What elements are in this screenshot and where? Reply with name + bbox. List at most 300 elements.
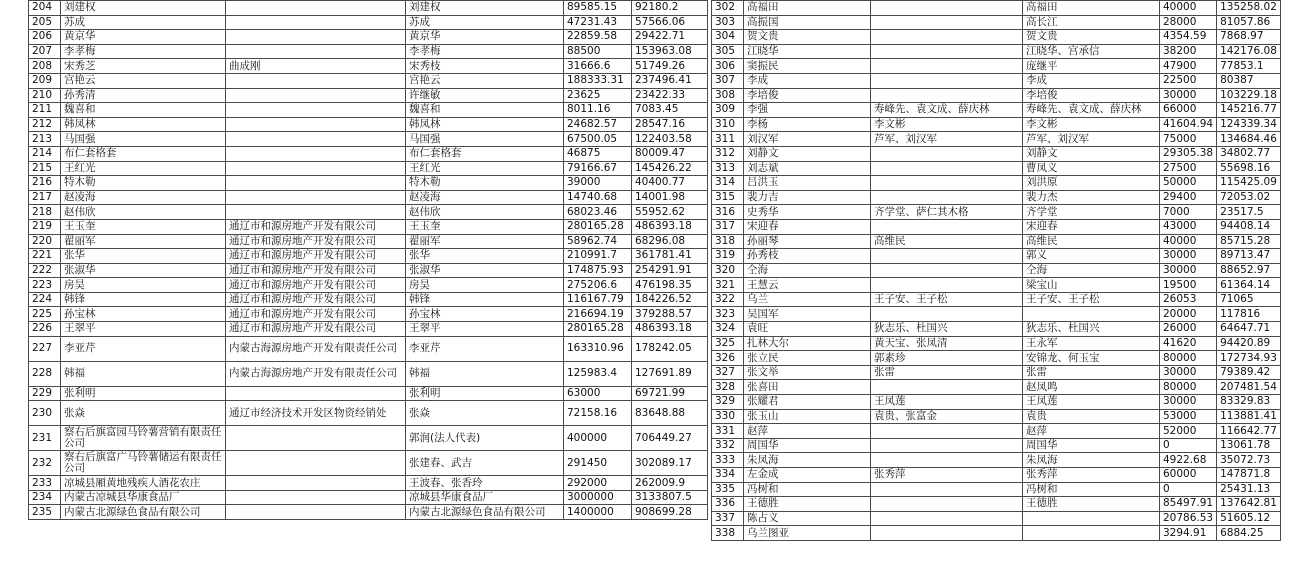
table-row [712, 190, 1281, 205]
row-amount: 188333.31 [564, 73, 632, 88]
row-number: 314 [712, 176, 744, 191]
row-name: 窦振民 [744, 59, 871, 74]
row-amount: 8011.16 [564, 103, 632, 118]
table-row [29, 476, 708, 491]
row-name: 乌兰 [744, 292, 871, 307]
row-organization: 通辽市和源房地产开发有限公司 [226, 249, 406, 264]
row-number: 219 [29, 219, 61, 234]
row-total: 135258.02 [1217, 1, 1281, 16]
row-name: 韩凤林 [61, 117, 226, 132]
row-representative: 高福田 [1023, 1, 1160, 16]
table-row [712, 438, 1281, 453]
row-amount: 280165.28 [564, 219, 632, 234]
row-total: 83329.83 [1217, 395, 1281, 410]
row-amount: 210991.7 [564, 249, 632, 264]
row-number: 214 [29, 146, 61, 161]
row-name: 乌兰图亚 [744, 526, 871, 541]
row-amount: 72158.16 [564, 401, 632, 426]
row-organization: 通辽市和源房地产开发有限公司 [226, 292, 406, 307]
row-total: 55952.62 [632, 205, 708, 220]
row-total: 80387 [1217, 73, 1281, 88]
row-number: 207 [29, 44, 61, 59]
row-organization [871, 59, 1023, 74]
row-total: 153963.08 [632, 44, 708, 59]
row-amount: 3294.91 [1160, 526, 1217, 541]
table-row [29, 490, 708, 505]
row-amount: 29400 [1160, 190, 1217, 205]
table-row [712, 59, 1281, 74]
row-name: 朱凤海 [744, 453, 871, 468]
row-organization: 通辽市和源房地产开发有限公司 [226, 307, 406, 322]
table-row [29, 146, 708, 161]
row-name: 王德胜 [744, 497, 871, 512]
row-name: 张玉山 [744, 409, 871, 424]
row-organization [871, 249, 1023, 264]
row-representative: 李文彬 [1023, 117, 1160, 132]
row-amount: 1400000 [564, 505, 632, 520]
table-row [712, 424, 1281, 439]
row-amount: 280165.28 [564, 322, 632, 337]
row-amount: 291450 [564, 451, 632, 476]
row-number: 315 [712, 190, 744, 205]
row-representative: 裴力杰 [1023, 190, 1160, 205]
row-total: 80009.47 [632, 146, 708, 161]
row-representative: 江晓华、宫承信 [1023, 44, 1160, 59]
row-organization: 通辽市和源房地产开发有限公司 [226, 234, 406, 249]
row-organization [226, 30, 406, 45]
table-row [712, 219, 1281, 234]
row-amount: 60000 [1160, 468, 1217, 483]
table-row [29, 190, 708, 205]
row-name: 察右后旗富广马铃薯储运有限责任公司 [61, 451, 226, 476]
row-name: 王玉奎 [61, 219, 226, 234]
row-total: 23517.5 [1217, 205, 1281, 220]
row-organization: 通辽市和源房地产开发有限公司 [226, 322, 406, 337]
row-name: 李强 [744, 103, 871, 118]
row-representative: 王波春、张香玲 [406, 476, 564, 491]
row-name: 内蒙古凉城县华康食品厂 [61, 490, 226, 505]
row-representative: 房昊 [406, 278, 564, 293]
row-name: 刘静文 [744, 146, 871, 161]
row-name: 张耀君 [744, 395, 871, 410]
row-organization [871, 190, 1023, 205]
row-total: 34802.77 [1217, 146, 1281, 161]
row-amount: 4922.68 [1160, 453, 1217, 468]
row-representative: 周国华 [1023, 438, 1160, 453]
row-name: 孙秀清 [61, 88, 226, 103]
row-amount: 174875.93 [564, 263, 632, 278]
row-organization [226, 190, 406, 205]
row-organization [226, 426, 406, 451]
table-row [29, 15, 708, 30]
row-organization [226, 15, 406, 30]
row-representative: 王翠平 [406, 322, 564, 337]
row-amount: 75000 [1160, 132, 1217, 147]
row-total: 184226.52 [632, 292, 708, 307]
row-number: 332 [712, 438, 744, 453]
row-organization [226, 132, 406, 147]
row-organization: 张秀萍 [871, 468, 1023, 483]
row-amount: 63000 [564, 386, 632, 401]
row-name: 宫艳云 [61, 73, 226, 88]
row-amount: 163310.96 [564, 336, 632, 361]
row-total: 77853.1 [1217, 59, 1281, 74]
table-row [712, 117, 1281, 132]
row-total: 706449.27 [632, 426, 708, 451]
row-name: 房昊 [61, 278, 226, 293]
row-total: 103229.18 [1217, 88, 1281, 103]
row-organization [226, 146, 406, 161]
row-representative: 王德胜 [1023, 497, 1160, 512]
row-number: 302 [712, 1, 744, 16]
table-row [29, 234, 708, 249]
row-total: 94408.14 [1217, 219, 1281, 234]
table-row [29, 73, 708, 88]
row-number: 309 [712, 103, 744, 118]
row-name: 高福田 [744, 1, 871, 16]
row-representative: 贺文贵 [1023, 30, 1160, 45]
table-row [712, 161, 1281, 176]
row-organization [871, 161, 1023, 176]
row-amount: 292000 [564, 476, 632, 491]
row-amount: 80000 [1160, 351, 1217, 366]
row-representative: 王玉奎 [406, 219, 564, 234]
row-name: 王红光 [61, 161, 226, 176]
table-row [29, 30, 708, 45]
row-number: 335 [712, 482, 744, 497]
table-row [712, 322, 1281, 337]
row-total: 124339.34 [1217, 117, 1281, 132]
row-amount: 30000 [1160, 263, 1217, 278]
row-total: 6884.25 [1217, 526, 1281, 541]
row-name: 张文举 [744, 365, 871, 380]
row-name: 苏成 [61, 15, 226, 30]
row-total: 113881.41 [1217, 409, 1281, 424]
row-name: 吕洪玉 [744, 176, 871, 191]
row-amount: 41604.94 [1160, 117, 1217, 132]
row-number: 223 [29, 278, 61, 293]
row-amount: 67500.05 [564, 132, 632, 147]
row-total: 486393.18 [632, 322, 708, 337]
table-row [712, 88, 1281, 103]
row-name: 李培俊 [744, 88, 871, 103]
row-representative: 宫艳云 [406, 73, 564, 88]
row-amount: 43000 [1160, 219, 1217, 234]
row-organization: 通辽市和源房地产开发有限公司 [226, 219, 406, 234]
row-number: 329 [712, 395, 744, 410]
row-representative: 齐学堂 [1023, 205, 1160, 220]
row-total: 142176.08 [1217, 44, 1281, 59]
row-name: 左金成 [744, 468, 871, 483]
row-organization: 李文彬 [871, 117, 1023, 132]
row-number: 213 [29, 132, 61, 147]
row-organization [871, 453, 1023, 468]
row-representative: 布仁套格套 [406, 146, 564, 161]
row-number: 319 [712, 249, 744, 264]
table-row [29, 161, 708, 176]
row-name: 赵萍 [744, 424, 871, 439]
row-number: 304 [712, 30, 744, 45]
row-organization [226, 451, 406, 476]
row-name: 李杨 [744, 117, 871, 132]
row-amount: 20000 [1160, 307, 1217, 322]
row-number: 330 [712, 409, 744, 424]
row-total: 237496.41 [632, 73, 708, 88]
row-amount: 28000 [1160, 15, 1217, 30]
row-name: 陈占义 [744, 511, 871, 526]
row-total: 72053.02 [1217, 190, 1281, 205]
row-representative: 黄京华 [406, 30, 564, 45]
table-row [29, 278, 708, 293]
row-organization [871, 88, 1023, 103]
row-number: 325 [712, 336, 744, 351]
row-total: 40400.77 [632, 176, 708, 191]
row-name: 特木勒 [61, 176, 226, 191]
row-amount: 79166.67 [564, 161, 632, 176]
row-representative: 宋秀枝 [406, 59, 564, 74]
row-representative: 赵伟欣 [406, 205, 564, 220]
row-amount: 40000 [1160, 234, 1217, 249]
row-organization: 郭素珍 [871, 351, 1023, 366]
row-name: 李孝梅 [61, 44, 226, 59]
table-row [29, 505, 708, 520]
row-number: 311 [712, 132, 744, 147]
row-name: 张华 [61, 249, 226, 264]
row-organization: 王子安、王子松 [871, 292, 1023, 307]
row-representative: 仝海 [1023, 263, 1160, 278]
row-organization [871, 219, 1023, 234]
row-representative: 李孝梅 [406, 44, 564, 59]
row-organization [226, 88, 406, 103]
row-number: 232 [29, 451, 61, 476]
row-total: 302089.17 [632, 451, 708, 476]
row-name: 察右后旗富园马铃薯营销有限责任公司 [61, 426, 226, 451]
row-number: 318 [712, 234, 744, 249]
row-amount: 23625 [564, 88, 632, 103]
table-row [712, 73, 1281, 88]
row-number: 216 [29, 176, 61, 191]
row-representative: 张焱 [406, 401, 564, 426]
row-amount: 22500 [1160, 73, 1217, 88]
row-name: 布仁套格套 [61, 146, 226, 161]
row-number: 235 [29, 505, 61, 520]
row-organization [871, 438, 1023, 453]
row-number: 230 [29, 401, 61, 426]
row-number: 323 [712, 307, 744, 322]
row-name: 孙秀枝 [744, 249, 871, 264]
row-organization [871, 15, 1023, 30]
row-representative: 张建春、武吉 [406, 451, 564, 476]
row-total: 908699.28 [632, 505, 708, 520]
table-row [712, 1, 1281, 16]
row-organization [226, 490, 406, 505]
row-number: 220 [29, 234, 61, 249]
row-amount: 14740.68 [564, 190, 632, 205]
row-representative: 张淑华 [406, 263, 564, 278]
row-amount: 0 [1160, 482, 1217, 497]
row-name: 李成 [744, 73, 871, 88]
row-amount: 40000 [1160, 1, 1217, 16]
row-representative: 魏喜和 [406, 103, 564, 118]
row-amount: 58962.74 [564, 234, 632, 249]
row-number: 224 [29, 292, 61, 307]
row-organization: 曲成刚 [226, 59, 406, 74]
row-number: 326 [712, 351, 744, 366]
row-name: 孙宝林 [61, 307, 226, 322]
row-representative: 高维民 [1023, 234, 1160, 249]
row-amount: 50000 [1160, 176, 1217, 191]
row-name: 刘汉军 [744, 132, 871, 147]
row-name: 魏喜和 [61, 103, 226, 118]
row-number: 215 [29, 161, 61, 176]
table-row [712, 15, 1281, 30]
row-name: 周国华 [744, 438, 871, 453]
row-name: 赵凌海 [61, 190, 226, 205]
row-organization [226, 386, 406, 401]
row-name: 赵伟欣 [61, 205, 226, 220]
row-amount: 89585.15 [564, 1, 632, 16]
table-row [712, 205, 1281, 220]
table-row [29, 44, 708, 59]
row-number: 324 [712, 322, 744, 337]
row-organization [871, 278, 1023, 293]
row-total: 127691.89 [632, 361, 708, 386]
row-amount: 7000 [1160, 205, 1217, 220]
row-total: 207481.54 [1217, 380, 1281, 395]
table-row [29, 263, 708, 278]
row-total: 137642.81 [1217, 497, 1281, 512]
row-total: 262009.9 [632, 476, 708, 491]
row-organization [871, 380, 1023, 395]
row-organization [871, 1, 1023, 16]
row-representative: 王红光 [406, 161, 564, 176]
row-total: 55698.16 [1217, 161, 1281, 176]
row-number: 338 [712, 526, 744, 541]
row-representative: 苏成 [406, 15, 564, 30]
row-representative: 李亚芹 [406, 336, 564, 361]
table-row [712, 263, 1281, 278]
row-amount: 30000 [1160, 365, 1217, 380]
row-number: 322 [712, 292, 744, 307]
row-total: 178242.05 [632, 336, 708, 361]
row-representative: 特木勒 [406, 176, 564, 191]
table-row [712, 526, 1281, 541]
row-representative: 梁宝山 [1023, 278, 1160, 293]
table-row [712, 365, 1281, 380]
row-amount: 88500 [564, 44, 632, 59]
row-representative: 张秀萍 [1023, 468, 1160, 483]
row-amount: 80000 [1160, 380, 1217, 395]
row-representative: 韩锋 [406, 292, 564, 307]
row-name: 王翠平 [61, 322, 226, 337]
row-organization [871, 482, 1023, 497]
row-name: 马国强 [61, 132, 226, 147]
row-total: 172734.93 [1217, 351, 1281, 366]
row-amount: 216694.19 [564, 307, 632, 322]
row-representative [1023, 511, 1160, 526]
row-total: 88652.97 [1217, 263, 1281, 278]
row-organization: 通辽市和源房地产开发有限公司 [226, 278, 406, 293]
row-organization [871, 176, 1023, 191]
row-organization: 内蒙古海源房地产开发有限责任公司 [226, 361, 406, 386]
row-total: 379288.57 [632, 307, 708, 322]
row-total: 89713.47 [1217, 249, 1281, 264]
row-name: 史秀华 [744, 205, 871, 220]
row-representative: 许继敏 [406, 88, 564, 103]
row-total: 14001.98 [632, 190, 708, 205]
row-organization [226, 205, 406, 220]
row-total: 94420.89 [1217, 336, 1281, 351]
row-number: 331 [712, 424, 744, 439]
row-representative: 赵凤鸣 [1023, 380, 1160, 395]
row-representative: 狄志乐、杜国兴 [1023, 322, 1160, 337]
row-organization [226, 117, 406, 132]
row-amount: 47900 [1160, 59, 1217, 74]
table-row [29, 386, 708, 401]
row-name: 翟丽军 [61, 234, 226, 249]
table-row [29, 88, 708, 103]
table-row [29, 103, 708, 118]
row-name: 贺文贵 [744, 30, 871, 45]
row-amount: 26053 [1160, 292, 1217, 307]
row-name: 冯树和 [744, 482, 871, 497]
row-organization [226, 161, 406, 176]
row-name: 王慧云 [744, 278, 871, 293]
row-amount: 66000 [1160, 103, 1217, 118]
row-name: 高振国 [744, 15, 871, 30]
table-row [29, 132, 708, 147]
row-total: 7083.45 [632, 103, 708, 118]
row-representative: 马国强 [406, 132, 564, 147]
row-representative: 李成 [1023, 73, 1160, 88]
table-row [712, 453, 1281, 468]
row-number: 209 [29, 73, 61, 88]
row-number: 336 [712, 497, 744, 512]
row-number: 307 [712, 73, 744, 88]
row-representative: 凉城县华康食品厂 [406, 490, 564, 505]
row-number: 204 [29, 1, 61, 16]
table-row [712, 307, 1281, 322]
row-amount: 31666.6 [564, 59, 632, 74]
row-name: 扎林大尔 [744, 336, 871, 351]
row-number: 222 [29, 263, 61, 278]
table-row [712, 146, 1281, 161]
row-total: 25431.13 [1217, 482, 1281, 497]
left-table [28, 0, 708, 520]
table-row [712, 351, 1281, 366]
table-row [712, 249, 1281, 264]
row-number: 320 [712, 263, 744, 278]
row-total: 69721.99 [632, 386, 708, 401]
row-total: 115425.09 [1217, 176, 1281, 191]
row-organization: 齐学堂、萨仁其木格 [871, 205, 1023, 220]
row-organization: 高维民 [871, 234, 1023, 249]
row-representative: 寿峰先、袁文成、薛庆林 [1023, 103, 1160, 118]
row-organization [226, 476, 406, 491]
row-amount: 53000 [1160, 409, 1217, 424]
row-organization [226, 44, 406, 59]
row-representative: 郭润(法人代表) [406, 426, 564, 451]
row-number: 228 [29, 361, 61, 386]
row-organization [871, 44, 1023, 59]
row-name: 刘志斌 [744, 161, 871, 176]
row-number: 231 [29, 426, 61, 451]
table-row [29, 292, 708, 307]
row-organization: 王凤莲 [871, 395, 1023, 410]
row-amount: 19500 [1160, 278, 1217, 293]
table-row [712, 482, 1281, 497]
row-number: 312 [712, 146, 744, 161]
